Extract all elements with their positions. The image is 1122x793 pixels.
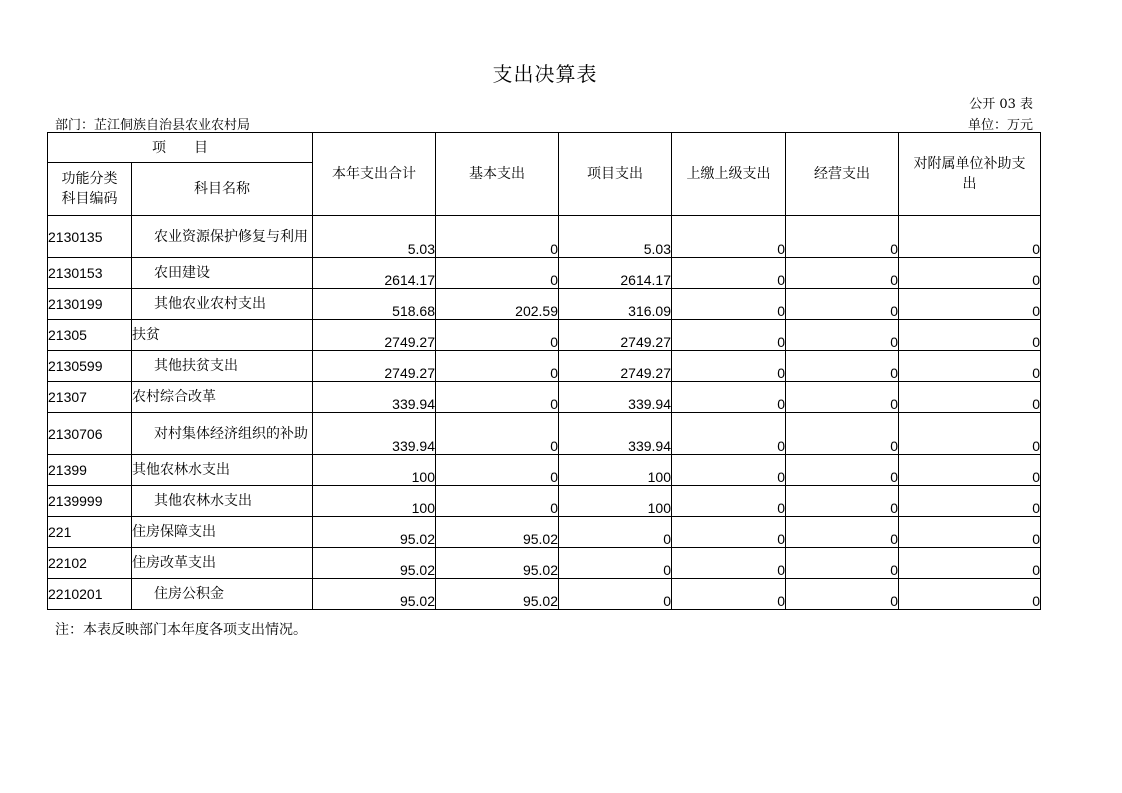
cell-project: 316.09 bbox=[559, 289, 672, 320]
cell-subsidy: 0 bbox=[899, 289, 1041, 320]
header-superior: 上缴上级支出 bbox=[672, 133, 786, 216]
cell-total: 5.03 bbox=[313, 216, 436, 258]
cell-subsidy: 0 bbox=[899, 517, 1041, 548]
cell-total: 95.02 bbox=[313, 548, 436, 579]
row-name: 其他农林水支出 bbox=[132, 455, 313, 486]
cell-subsidy: 0 bbox=[899, 548, 1041, 579]
cell-total: 95.02 bbox=[313, 517, 436, 548]
cell-business: 0 bbox=[786, 258, 899, 289]
row-code: 2130199 bbox=[48, 289, 132, 320]
cell-total: 2749.27 bbox=[313, 320, 436, 351]
row-code: 2210201 bbox=[48, 579, 132, 610]
table-row bbox=[48, 548, 1041, 579]
cell-subsidy: 0 bbox=[899, 486, 1041, 517]
header-subsidy: 对附属单位补助支出 bbox=[899, 133, 1041, 216]
cell-business: 0 bbox=[786, 486, 899, 517]
cell-superior: 0 bbox=[672, 382, 786, 413]
cell-project: 100 bbox=[559, 486, 672, 517]
cell-superior: 0 bbox=[672, 351, 786, 382]
row-code: 2130599 bbox=[48, 351, 132, 382]
cell-basic: 0 bbox=[436, 413, 559, 455]
row-name: 农田建设 bbox=[132, 258, 313, 289]
cell-superior: 0 bbox=[672, 216, 786, 258]
cell-basic: 202.59 bbox=[436, 289, 559, 320]
row-code: 2130706 bbox=[48, 413, 132, 455]
cell-superior: 0 bbox=[672, 320, 786, 351]
row-code: 22102 bbox=[48, 548, 132, 579]
cell-subsidy: 0 bbox=[899, 579, 1041, 610]
row-name: 住房保障支出 bbox=[132, 517, 313, 548]
table-row bbox=[48, 413, 1041, 455]
cell-total: 339.94 bbox=[313, 413, 436, 455]
cell-superior: 0 bbox=[672, 289, 786, 320]
cell-project: 100 bbox=[559, 455, 672, 486]
cell-total: 100 bbox=[313, 486, 436, 517]
row-name: 住房公积金 bbox=[132, 579, 313, 610]
footnote: 注：本表反映部门本年度各项支出情况。 bbox=[55, 622, 307, 638]
cell-superior: 0 bbox=[672, 413, 786, 455]
row-code: 2130153 bbox=[48, 258, 132, 289]
table-row bbox=[48, 455, 1041, 486]
cell-project: 0 bbox=[559, 579, 672, 610]
row-name: 扶贫 bbox=[132, 320, 313, 351]
cell-basic: 0 bbox=[436, 455, 559, 486]
cell-basic: 0 bbox=[436, 258, 559, 289]
cell-subsidy: 0 bbox=[899, 258, 1041, 289]
cell-subsidy: 0 bbox=[899, 216, 1041, 258]
table-body bbox=[48, 216, 1041, 610]
form-number: 公开 03 表 bbox=[969, 97, 1033, 112]
row-name: 农业资源保护修复与利用 bbox=[132, 216, 313, 258]
table-row bbox=[48, 486, 1041, 517]
row-code: 2130135 bbox=[48, 216, 132, 258]
row-code: 21305 bbox=[48, 320, 132, 351]
cell-project: 339.94 bbox=[559, 382, 672, 413]
department-label: 部门：芷江侗族自治县农业农村局 bbox=[55, 118, 251, 133]
cell-business: 0 bbox=[786, 320, 899, 351]
cell-business: 0 bbox=[786, 382, 899, 413]
cell-project: 2749.27 bbox=[559, 320, 672, 351]
cell-subsidy: 0 bbox=[899, 382, 1041, 413]
row-name: 住房改革支出 bbox=[132, 548, 313, 579]
row-code: 21307 bbox=[48, 382, 132, 413]
header-project: 项目支出 bbox=[559, 133, 672, 216]
table-row bbox=[48, 258, 1041, 289]
header-code: 功能分类科目编码 bbox=[48, 163, 132, 216]
cell-basic: 95.02 bbox=[436, 548, 559, 579]
cell-superior: 0 bbox=[672, 517, 786, 548]
header-basic: 基本支出 bbox=[436, 133, 559, 216]
header-group: 项 目 bbox=[48, 133, 313, 163]
cell-total: 95.02 bbox=[313, 579, 436, 610]
table-row bbox=[48, 289, 1041, 320]
cell-project: 5.03 bbox=[559, 216, 672, 258]
cell-total: 518.68 bbox=[313, 289, 436, 320]
cell-superior: 0 bbox=[672, 579, 786, 610]
row-code: 221 bbox=[48, 517, 132, 548]
row-name: 其他农业农村支出 bbox=[132, 289, 313, 320]
cell-project: 0 bbox=[559, 548, 672, 579]
cell-subsidy: 0 bbox=[899, 455, 1041, 486]
row-code: 2139999 bbox=[48, 486, 132, 517]
unit-label: 单位：万元 bbox=[967, 118, 1033, 133]
cell-subsidy: 0 bbox=[899, 413, 1041, 455]
cell-basic: 0 bbox=[436, 320, 559, 351]
cell-basic: 0 bbox=[436, 382, 559, 413]
cell-project: 2614.17 bbox=[559, 258, 672, 289]
row-name: 其他扶贫支出 bbox=[132, 351, 313, 382]
cell-business: 0 bbox=[786, 413, 899, 455]
cell-total: 100 bbox=[313, 455, 436, 486]
header-name: 科目名称 bbox=[132, 163, 313, 216]
table-row bbox=[48, 517, 1041, 548]
table-row bbox=[48, 351, 1041, 382]
cell-subsidy: 0 bbox=[899, 351, 1041, 382]
cell-business: 0 bbox=[786, 289, 899, 320]
table-row bbox=[48, 382, 1041, 413]
cell-total: 339.94 bbox=[313, 382, 436, 413]
row-code: 21399 bbox=[48, 455, 132, 486]
cell-business: 0 bbox=[786, 216, 899, 258]
cell-business: 0 bbox=[786, 455, 899, 486]
cell-basic: 0 bbox=[436, 486, 559, 517]
cell-superior: 0 bbox=[672, 548, 786, 579]
table-row bbox=[48, 579, 1041, 610]
cell-business: 0 bbox=[786, 579, 899, 610]
cell-superior: 0 bbox=[672, 258, 786, 289]
cell-project: 339.94 bbox=[559, 413, 672, 455]
cell-superior: 0 bbox=[672, 486, 786, 517]
cell-basic: 95.02 bbox=[436, 517, 559, 548]
cell-basic: 0 bbox=[436, 216, 559, 258]
header-total: 本年支出合计 bbox=[313, 133, 436, 216]
cell-business: 0 bbox=[786, 351, 899, 382]
header-business: 经营支出 bbox=[786, 133, 899, 216]
cell-project: 0 bbox=[559, 517, 672, 548]
row-name: 对村集体经济组织的补助 bbox=[132, 413, 313, 455]
expenditure-table bbox=[47, 132, 1041, 610]
table-row bbox=[48, 320, 1041, 351]
cell-project: 2749.27 bbox=[559, 351, 672, 382]
row-name: 农村综合改革 bbox=[132, 382, 313, 413]
cell-total: 2749.27 bbox=[313, 351, 436, 382]
cell-business: 0 bbox=[786, 517, 899, 548]
cell-basic: 0 bbox=[436, 351, 559, 382]
cell-subsidy: 0 bbox=[899, 320, 1041, 351]
cell-total: 2614.17 bbox=[313, 258, 436, 289]
cell-basic: 95.02 bbox=[436, 579, 559, 610]
cell-superior: 0 bbox=[672, 455, 786, 486]
table-row bbox=[48, 216, 1041, 258]
cell-business: 0 bbox=[786, 548, 899, 579]
page-title: 支出决算表 bbox=[492, 62, 598, 86]
row-name: 其他农林水支出 bbox=[132, 486, 313, 517]
